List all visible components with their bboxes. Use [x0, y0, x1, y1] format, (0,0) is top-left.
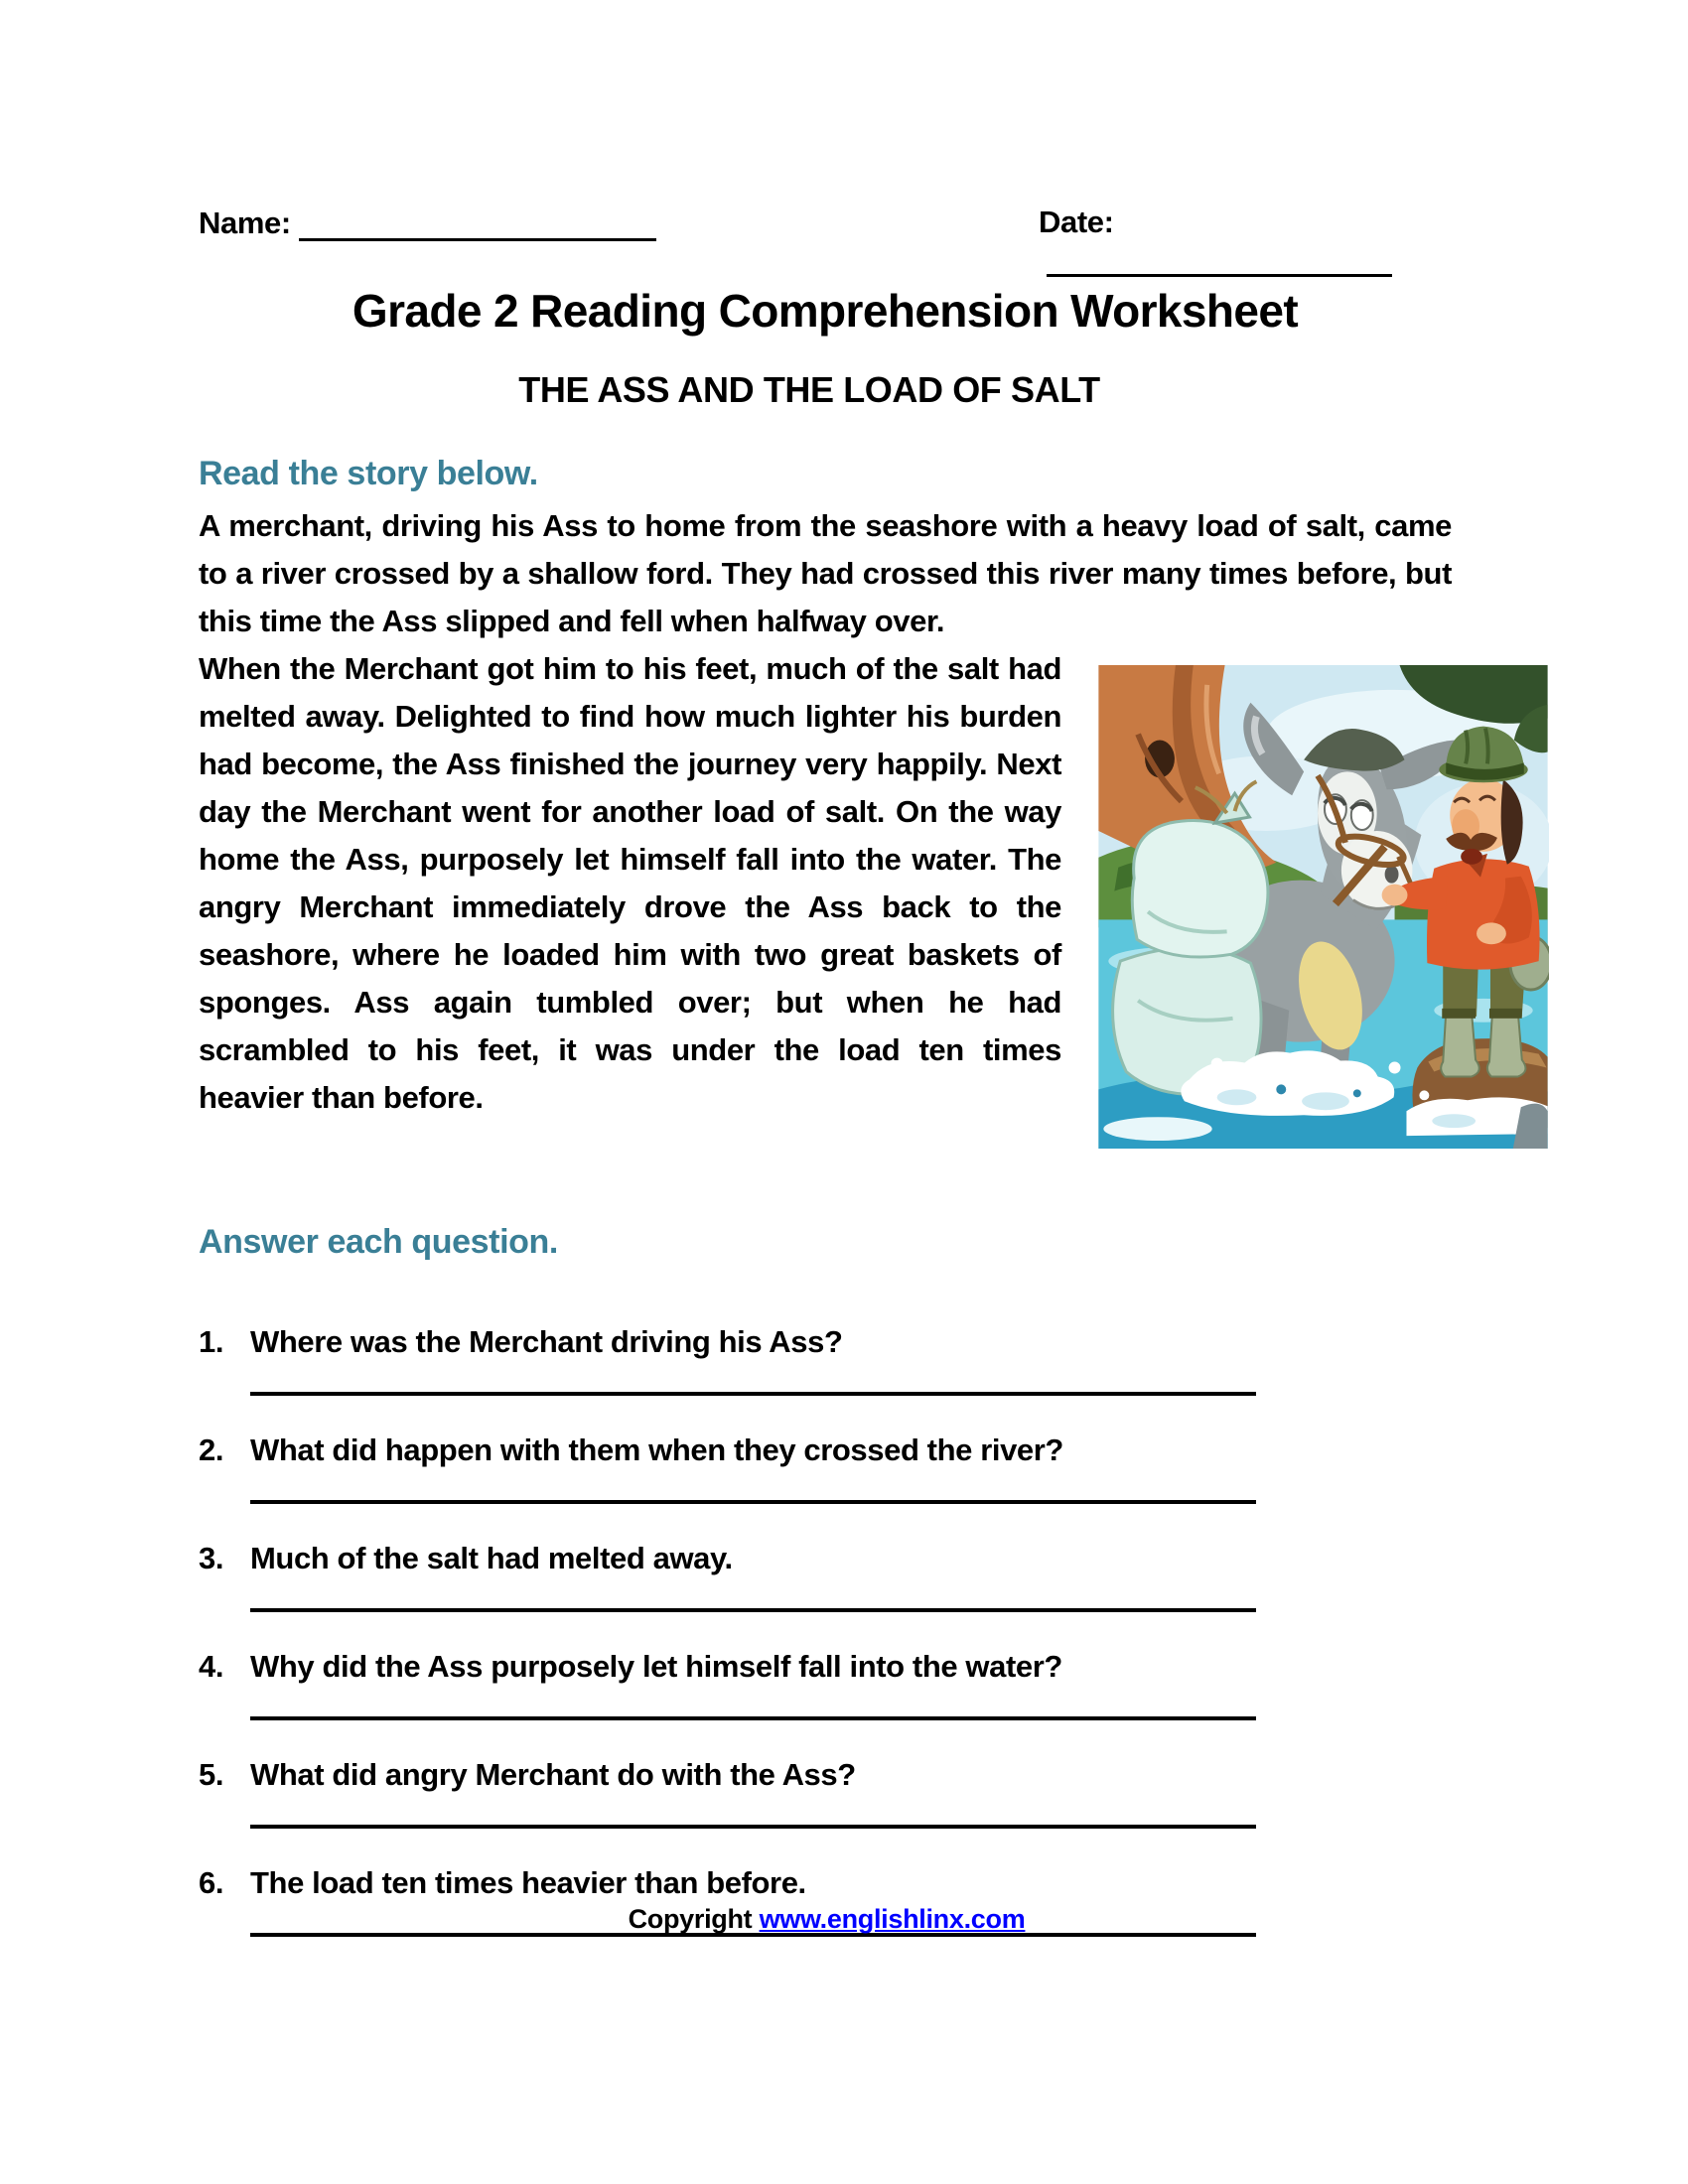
name-label: Name: [199, 205, 291, 240]
question-number: 1. [199, 1324, 224, 1359]
name-date-row [199, 205, 1460, 248]
question-text: What did angry Merchant do with the Ass? [250, 1757, 856, 1792]
answer-line[interactable] [250, 1825, 1256, 1829]
question-number: 6. [199, 1865, 224, 1900]
question-item [199, 1430, 1458, 1504]
story-paragraph-part2-wrap [199, 645, 1549, 1122]
question-number: 5. [199, 1757, 224, 1792]
date-group [1039, 205, 1460, 277]
question-item [199, 1646, 1458, 1720]
page-title: Grade 2 Reading Comprehension Worksheet [352, 285, 1299, 337]
date-blank-line[interactable] [1047, 240, 1392, 277]
name-group [199, 205, 656, 241]
question-list [199, 1262, 1458, 1937]
story-paragraph-part2: When the Merchant got him to his feet, much of the salt had melted away. Delighted to find how much lighter his burden had become, the Ass finished the journey very happily. Next day the Merchant went for another load of salt. On the way home the Ass, purposely let himself fall into the water. The angry Merchant immediately drove the Ass back to the seashore, where he loaded him with two great baskets of sponges. Ass again tumbled over; but when he had scrambled to his feet, it was under the load ten times heavier than before. [199, 651, 1061, 1115]
question-number: 4. [199, 1649, 224, 1684]
question-text: Why did the Ass purposely let himself fall into the water? [250, 1649, 1062, 1684]
answer-line[interactable] [250, 1500, 1256, 1504]
answer-line[interactable] [250, 1392, 1256, 1396]
question-text: The load ten times heavier than before. [250, 1865, 806, 1900]
question-text: Much of the salt had melted away. [250, 1541, 733, 1575]
story-text-block [199, 502, 1549, 1155]
answer-questions-heading: Answer each question. [199, 1223, 558, 1261]
story-paragraph-part1: A merchant, driving his Ass to home from the seashore with a heavy load of salt, came to a river crossed by a shallow ford. They had crossed this river many times before, but this time the Ass slipped and fell when halfway over. [199, 508, 1452, 638]
question-item [199, 1754, 1458, 1829]
englishlinx-link[interactable]: www.englishlinx.com [759, 1904, 1026, 1934]
story-title: THE ASS AND THE LOAD OF SALT [518, 369, 1100, 410]
read-story-heading: Read the story below. [199, 455, 538, 492]
date-label: Date: [1039, 205, 1114, 239]
answer-line[interactable] [250, 1716, 1256, 1720]
question-item [199, 1321, 1458, 1396]
question-text: Where was the Merchant driving his Ass? [250, 1324, 843, 1359]
answer-line[interactable] [250, 1608, 1256, 1612]
question-item [199, 1538, 1458, 1612]
questions-section [199, 1223, 1458, 1971]
question-number: 3. [199, 1541, 224, 1575]
question-text: What did happen with them when they crossed the river? [250, 1433, 1063, 1467]
copyright-label: Copyright [628, 1904, 753, 1934]
footer [199, 1904, 1455, 1935]
name-blank-line[interactable] [299, 205, 656, 241]
story-illustration [1097, 665, 1549, 1149]
question-number: 2. [199, 1433, 224, 1467]
